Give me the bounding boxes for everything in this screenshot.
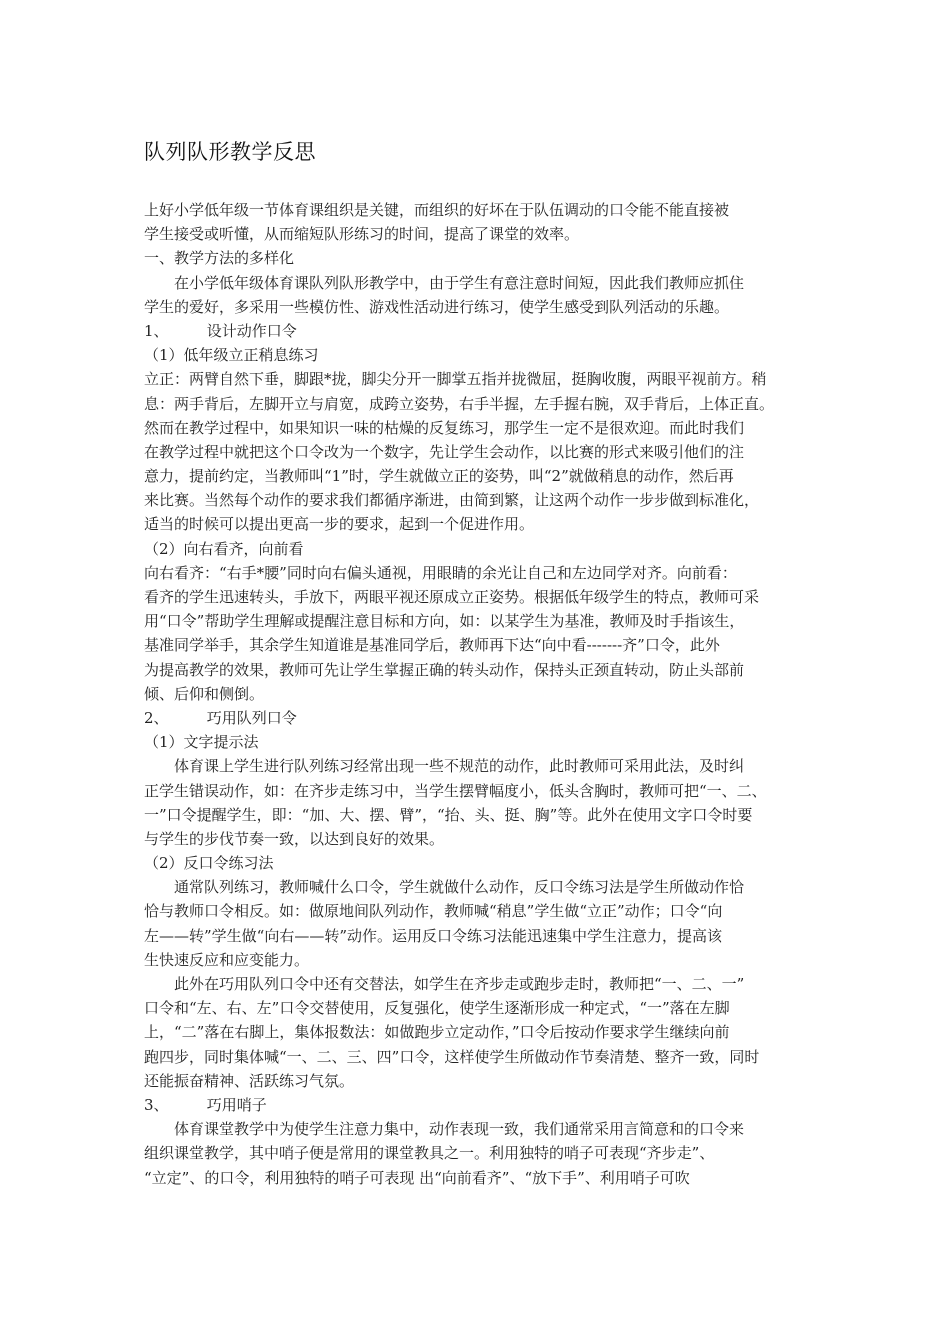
paragraph-line: 组织课堂教学，其中哨子便是常用的课堂教具之一。利用独特的哨子可表现“齐步走”、 [144, 1144, 715, 1163]
paragraph-line: 倾、后仰和侧倒。 [144, 684, 265, 703]
paragraph-line: 上，“二”落在右脚上，集体报数法：如做跑步立定动作，”口令后按动作要求学生继续向前 [144, 1023, 730, 1042]
paragraph-line: 来比赛。当然每个动作的要求我们都循序渐进，由简到繁，让这两个动作一步步做到标准化， [144, 491, 760, 510]
paragraph-line: 适当的时候可以提出更高一步的要求，起到一个促进作用。 [144, 515, 535, 534]
subsection-heading: 2、 巧用队列口令 [144, 708, 297, 727]
paragraph-line: “立定”、的口令，利用独特的哨子可表现 出“向前看齐”、“放下手”、利用哨子可吹 [144, 1168, 690, 1187]
subsection-heading: （2）向右看齐，向前看 [144, 539, 304, 558]
paragraph-line: 正学生错误动作，如：在齐步走练习中，当学生摆臂幅度小，低头含胸时，教师可把“一、二、 [144, 781, 767, 800]
paragraph-line: 与学生的步伐节奏一致，以达到良好的效果。 [144, 829, 445, 848]
document-title: 队列队形教学反思 [144, 140, 316, 164]
subsection-heading: （1）文字提示法 [144, 733, 259, 752]
paragraph-line: 在教学过程中就把这个口令改为一个数字，先让学生会动作，以比赛的形式来吸引他们的注 [144, 442, 745, 461]
subsection-heading: （2）反口令练习法 [144, 854, 274, 873]
section-heading: 一、教学方法的多样化 [144, 249, 295, 268]
subsection-heading: 3、 巧用哨子 [144, 1095, 267, 1114]
paragraph-line: 此外在巧用队列口令中还有交替法，如学生在齐步走或跑步走时，教师把“一、二、一” [174, 975, 745, 993]
paragraph-line: 上好小学低年级一节体育课组织是关键，而组织的好坏在于队伍调动的口令能不能直接被 [144, 201, 730, 219]
paragraph-line: 恰与教师口令相反。如：做原地间队列动作，教师喊“稍息”学生做“立正”动作；口令“向 [144, 902, 723, 921]
paragraph-line: 在小学低年级体育课队列队形教学中，由于学生有意注意时间短，因此我们教师应抓住 [174, 273, 745, 292]
paragraph-line: 体育课堂教学中为使学生注意力集中，动作表现一致，我们通常采用言简意和的口令来 [174, 1120, 745, 1139]
paragraph-line: 口令和“左、右、左”口令交替使用，反复强化，使学生逐渐形成一种定式，“一”落在左脚 [144, 999, 730, 1018]
paragraph-line: 学生的爱好，多采用一些模仿性、游戏性活动进行练习，使学生感受到队列活动的乐趣。 [144, 297, 730, 316]
paragraph-line: 基准同学举手，其余学生知道谁是基准同学后，教师再下达“向中看-------齐”口令，此外 [144, 636, 720, 655]
paragraph-line: 通常队列练习，教师喊什么口令，学生就做什么动作，反口令练习法是学生所做动作恰 [174, 878, 745, 897]
paragraph-line: 学生接受或听懂，从而缩短队形练习的时间，提高了课堂的效率。 [144, 225, 580, 244]
paragraph-line: 看齐的学生迅速转头，手放下，两眼平视还原成立正姿势。根据低年级学生的特点，教师可采 [144, 588, 760, 606]
paragraph-line: 息：两手背后，左脚开立与肩宽，成跨立姿势，右手半握，左手握右腕，双手背后，上体正直。 [144, 394, 775, 413]
paragraph-line: 一”口令提醒学生，即：“加、大、摆、臂”，“抬、头、挺、胸”等。此外在使用文字口令时要 [144, 805, 753, 824]
subsection-heading: 1、 设计动作口令 [144, 321, 297, 340]
paragraph-line: 跑四步，同时集体喊“一、二、三、四”口令，这样使学生所做动作节奏清楚、整齐一致，同时 [144, 1047, 760, 1066]
paragraph-line: 用“口令”帮助学生理解或提醒注意目标和方向，如：以某学生为基准，教师及时手指该生， [144, 612, 745, 631]
paragraph-line: 还能振奋精神、活跃练习气氛。 [144, 1071, 355, 1090]
paragraph-line: 生快速反应和应变能力。 [144, 950, 310, 969]
subsection-heading: （1）低年级立正稍息练习 [144, 346, 319, 365]
document-body [144, 198, 824, 1190]
paragraph-line: 左——转”学生做“向右——转”动作。运用反口令练习法能迅速集中学生注意力，提高该 [144, 926, 723, 945]
paragraph-line: 体育课上学生进行队列练习经常出现一些不规范的动作，此时教师可采用此法，及时纠 [174, 757, 745, 776]
paragraph-line: 立正：两臂自然下垂，脚跟*拢，脚尖分开一脚掌五指并拢微屈，挺胸收腹，两眼平视前方。稍 [144, 370, 767, 389]
paragraph-line: 向右看齐：“右手*腰”同时向右偏头通视，用眼睛的余光让自己和左边同学对齐。向前看： [144, 563, 737, 582]
paragraph-line: 为提高教学的效果，教师可先让学生掌握正确的转头动作，保持头正颈直转动，防止头部前 [144, 660, 745, 679]
paragraph-line: 然而在教学过程中，如果知识一味的枯燥的反复练习，那学生一定不是很欢迎。而此时我们 [144, 418, 745, 437]
paragraph-line: 意力，提前约定，当教师叫“1”时，学生就做立正的姿势，叫“2”就做稍息的动作，然后再 [144, 467, 734, 486]
